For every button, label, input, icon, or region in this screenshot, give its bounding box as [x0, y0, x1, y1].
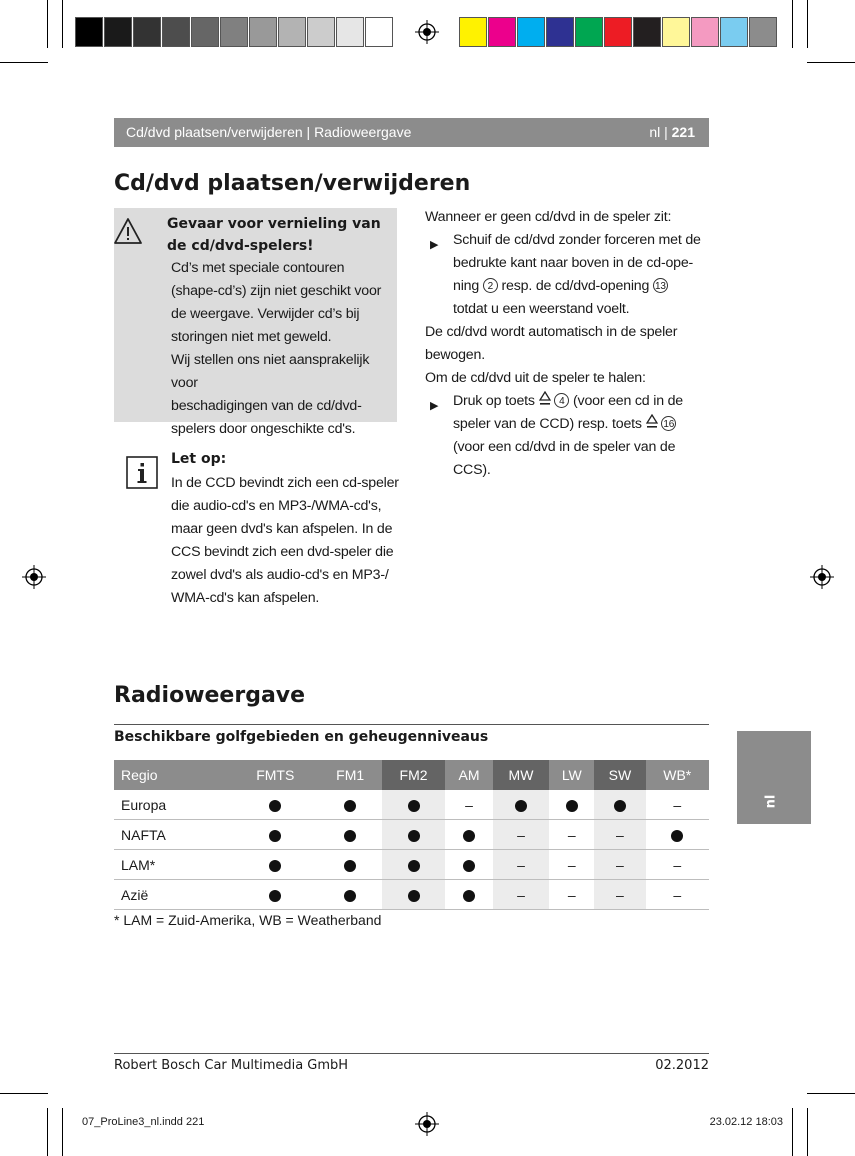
unavailable-cell: – — [549, 820, 594, 850]
text-line: CCS bevindt zich een dvd-speler die — [171, 544, 394, 560]
available-dot-cell — [232, 850, 318, 880]
gray-swatch — [191, 17, 219, 47]
eject-icon — [539, 391, 551, 407]
gray-swatch — [278, 17, 306, 47]
gray-swatch — [133, 17, 161, 47]
unavailable-cell: – — [549, 880, 594, 910]
column-header: FMTS — [232, 760, 318, 790]
gray-swatch — [104, 17, 132, 47]
reference-number: 16 — [661, 416, 676, 431]
color-swatch — [691, 17, 719, 47]
section-title-radio: Radioweergave — [114, 683, 306, 708]
gray-swatch — [249, 17, 277, 47]
warning-text — [171, 257, 397, 441]
note-text — [171, 472, 401, 610]
column-header: WB* — [646, 760, 710, 790]
color-swatch — [749, 17, 777, 47]
available-dot-cell — [318, 790, 381, 820]
registration-mark-icon — [415, 1112, 439, 1136]
filled-dot-icon — [269, 890, 281, 902]
available-dot-cell — [232, 820, 318, 850]
filled-dot-icon — [408, 860, 420, 872]
table-header-row — [114, 760, 709, 790]
column-header: Regio — [114, 760, 232, 790]
column-header: LW — [549, 760, 594, 790]
reference-number: 2 — [483, 278, 498, 293]
note-title: Let op: — [171, 451, 227, 467]
available-dot-cell — [445, 850, 493, 880]
slug-filename: 07_ProLine3_nl.indd 221 — [82, 1116, 205, 1128]
warning-triangle-icon — [114, 216, 142, 246]
column-header: FM2 — [382, 760, 445, 790]
available-dot-cell — [382, 820, 445, 850]
column-header: FM1 — [318, 760, 381, 790]
region-cell: Europa — [114, 790, 232, 820]
available-dot-cell — [318, 850, 381, 880]
filled-dot-icon — [408, 830, 420, 842]
available-dot-cell — [382, 850, 445, 880]
filled-dot-icon — [269, 800, 281, 812]
gray-swatch — [336, 17, 364, 47]
column-header: MW — [493, 760, 549, 790]
unavailable-cell: – — [646, 880, 710, 910]
unavailable-cell: – — [493, 820, 549, 850]
table-row — [114, 790, 709, 820]
band-table — [114, 760, 709, 910]
text-line: zowel dvd's als audio-cd's en MP3-/ — [171, 567, 389, 583]
available-dot-cell — [646, 820, 710, 850]
color-swatch — [546, 17, 574, 47]
gray-swatch — [365, 17, 393, 47]
gray-swatch — [307, 17, 335, 47]
color-swatch — [604, 17, 632, 47]
color-swatches — [459, 17, 778, 47]
color-swatch — [633, 17, 661, 47]
filled-dot-icon — [614, 800, 626, 812]
unavailable-cell: – — [493, 850, 549, 880]
text-line: storingen niet met geweld. — [171, 329, 332, 345]
table-row — [114, 850, 709, 880]
filled-dot-icon — [344, 830, 356, 842]
filled-dot-icon — [566, 800, 578, 812]
filled-dot-icon — [344, 890, 356, 902]
info-icon — [126, 456, 158, 489]
filled-dot-icon — [269, 830, 281, 842]
column-header: SW — [594, 760, 645, 790]
table-row — [114, 820, 709, 850]
region-cell: NAFTA — [114, 820, 232, 850]
available-dot-cell — [232, 880, 318, 910]
filled-dot-icon — [463, 890, 475, 902]
color-swatch — [720, 17, 748, 47]
text-line: (shape-cd’s) zijn niet geschikt voor — [171, 283, 382, 299]
color-swatch — [517, 17, 545, 47]
gray-swatch — [162, 17, 190, 47]
text-line: Wij stellen ons niet aansprakelijk voor — [171, 352, 370, 391]
filled-dot-icon — [463, 830, 475, 842]
reference-number: 13 — [653, 278, 668, 293]
text-line: Cd’s met speciale contouren — [171, 260, 345, 276]
filled-dot-icon — [515, 800, 527, 812]
unavailable-cell: – — [549, 850, 594, 880]
filled-dot-icon — [344, 860, 356, 872]
text-line: WMA-cd's kan afspelen. — [171, 590, 320, 606]
unavailable-cell: – — [493, 880, 549, 910]
running-header — [114, 118, 709, 147]
filled-dot-icon — [269, 860, 281, 872]
warning-title: Gevaar voor vernieling van de cd/dvd-spelers! — [167, 216, 381, 254]
available-dot-cell — [445, 880, 493, 910]
reference-number: 4 — [554, 393, 569, 408]
filled-dot-icon — [463, 860, 475, 872]
slug-date: 23.02.12 18:03 — [709, 1116, 783, 1128]
divider — [114, 724, 709, 725]
text-line: spelers door ongeschikte cd's. — [171, 421, 356, 437]
text-line: de weergave. Verwijder cd’s bij — [171, 306, 360, 322]
unavailable-cell: – — [594, 820, 645, 850]
text-line: beschadigingen van de cd/dvd- — [171, 398, 362, 414]
text-line: In de CCD bevindt zich een cd-speler — [171, 475, 399, 491]
unavailable-cell: – — [445, 790, 493, 820]
available-dot-cell — [318, 880, 381, 910]
unavailable-cell: – — [594, 850, 645, 880]
unavailable-cell: – — [646, 790, 710, 820]
available-dot-cell — [382, 790, 445, 820]
registration-mark-icon — [415, 20, 439, 44]
filled-dot-icon — [671, 830, 683, 842]
text-line: maar geen dvd's kan afspelen. In de — [171, 521, 393, 537]
eject-icon — [646, 414, 658, 430]
header-page-info: nl | 221 — [649, 124, 695, 140]
color-swatch — [488, 17, 516, 47]
column-header: AM — [445, 760, 493, 790]
registration-mark-icon — [22, 565, 46, 589]
table-footnote: * LAM = Zuid-Amerika, WB = Weatherband — [114, 912, 382, 928]
region-cell: LAM* — [114, 850, 232, 880]
instructions-column: Wanneer er geen cd/dvd in de speler zit: ▶ Schuif de cd/dvd zonder forceren met de bedrukte kant naar boven in de cd-ope- ning 2 resp. de cd/dvd-opening 13 totdat u een weerstand voelt. De cd/dvd wordt automatisch in de speler bewogen. Om de cd/dvd uit de speler te halen: ▶ Druk op toets 4 (voor een cd in de speler van de CCD) resp. toets 16 (voor een cd/dvd in de speler van de CCS). — [425, 209, 701, 478]
table-caption: Beschikbare golfgebieden en geheugenniveaus — [114, 729, 489, 745]
gray-swatch — [75, 17, 103, 47]
section-title: Cd/dvd plaatsen/verwijderen — [114, 171, 471, 196]
table-row — [114, 880, 709, 910]
available-dot-cell — [594, 790, 645, 820]
available-dot-cell — [445, 820, 493, 850]
available-dot-cell — [382, 880, 445, 910]
bullet-arrow-icon: ▶ — [430, 239, 439, 251]
unavailable-cell: – — [594, 880, 645, 910]
footer-date: 02.2012 — [655, 1058, 709, 1073]
header-section-title: Cd/dvd plaatsen/verwijderen | Radioweergave — [126, 124, 412, 140]
unavailable-cell: – — [646, 850, 710, 880]
region-cell: Azië — [114, 880, 232, 910]
page-number: 221 — [671, 124, 695, 140]
filled-dot-icon — [408, 890, 420, 902]
available-dot-cell — [318, 820, 381, 850]
bullet-arrow-icon: ▶ — [430, 400, 439, 412]
color-swatch — [459, 17, 487, 47]
filled-dot-icon — [408, 800, 420, 812]
language-side-tab — [737, 731, 811, 824]
gray-swatches — [75, 17, 394, 47]
text-line: die audio-cd's en MP3-/WMA-cd's, — [171, 498, 382, 514]
available-dot-cell — [232, 790, 318, 820]
available-dot-cell — [493, 790, 549, 820]
footer-company: Robert Bosch Car Multimedia GmbH — [114, 1058, 349, 1073]
registration-mark-icon — [810, 565, 834, 589]
footer-divider — [114, 1053, 709, 1054]
color-swatch — [575, 17, 603, 47]
color-swatch — [662, 17, 690, 47]
filled-dot-icon — [344, 800, 356, 812]
gray-swatch — [220, 17, 248, 47]
available-dot-cell — [549, 790, 594, 820]
side-tab-label: nl — [763, 794, 779, 809]
